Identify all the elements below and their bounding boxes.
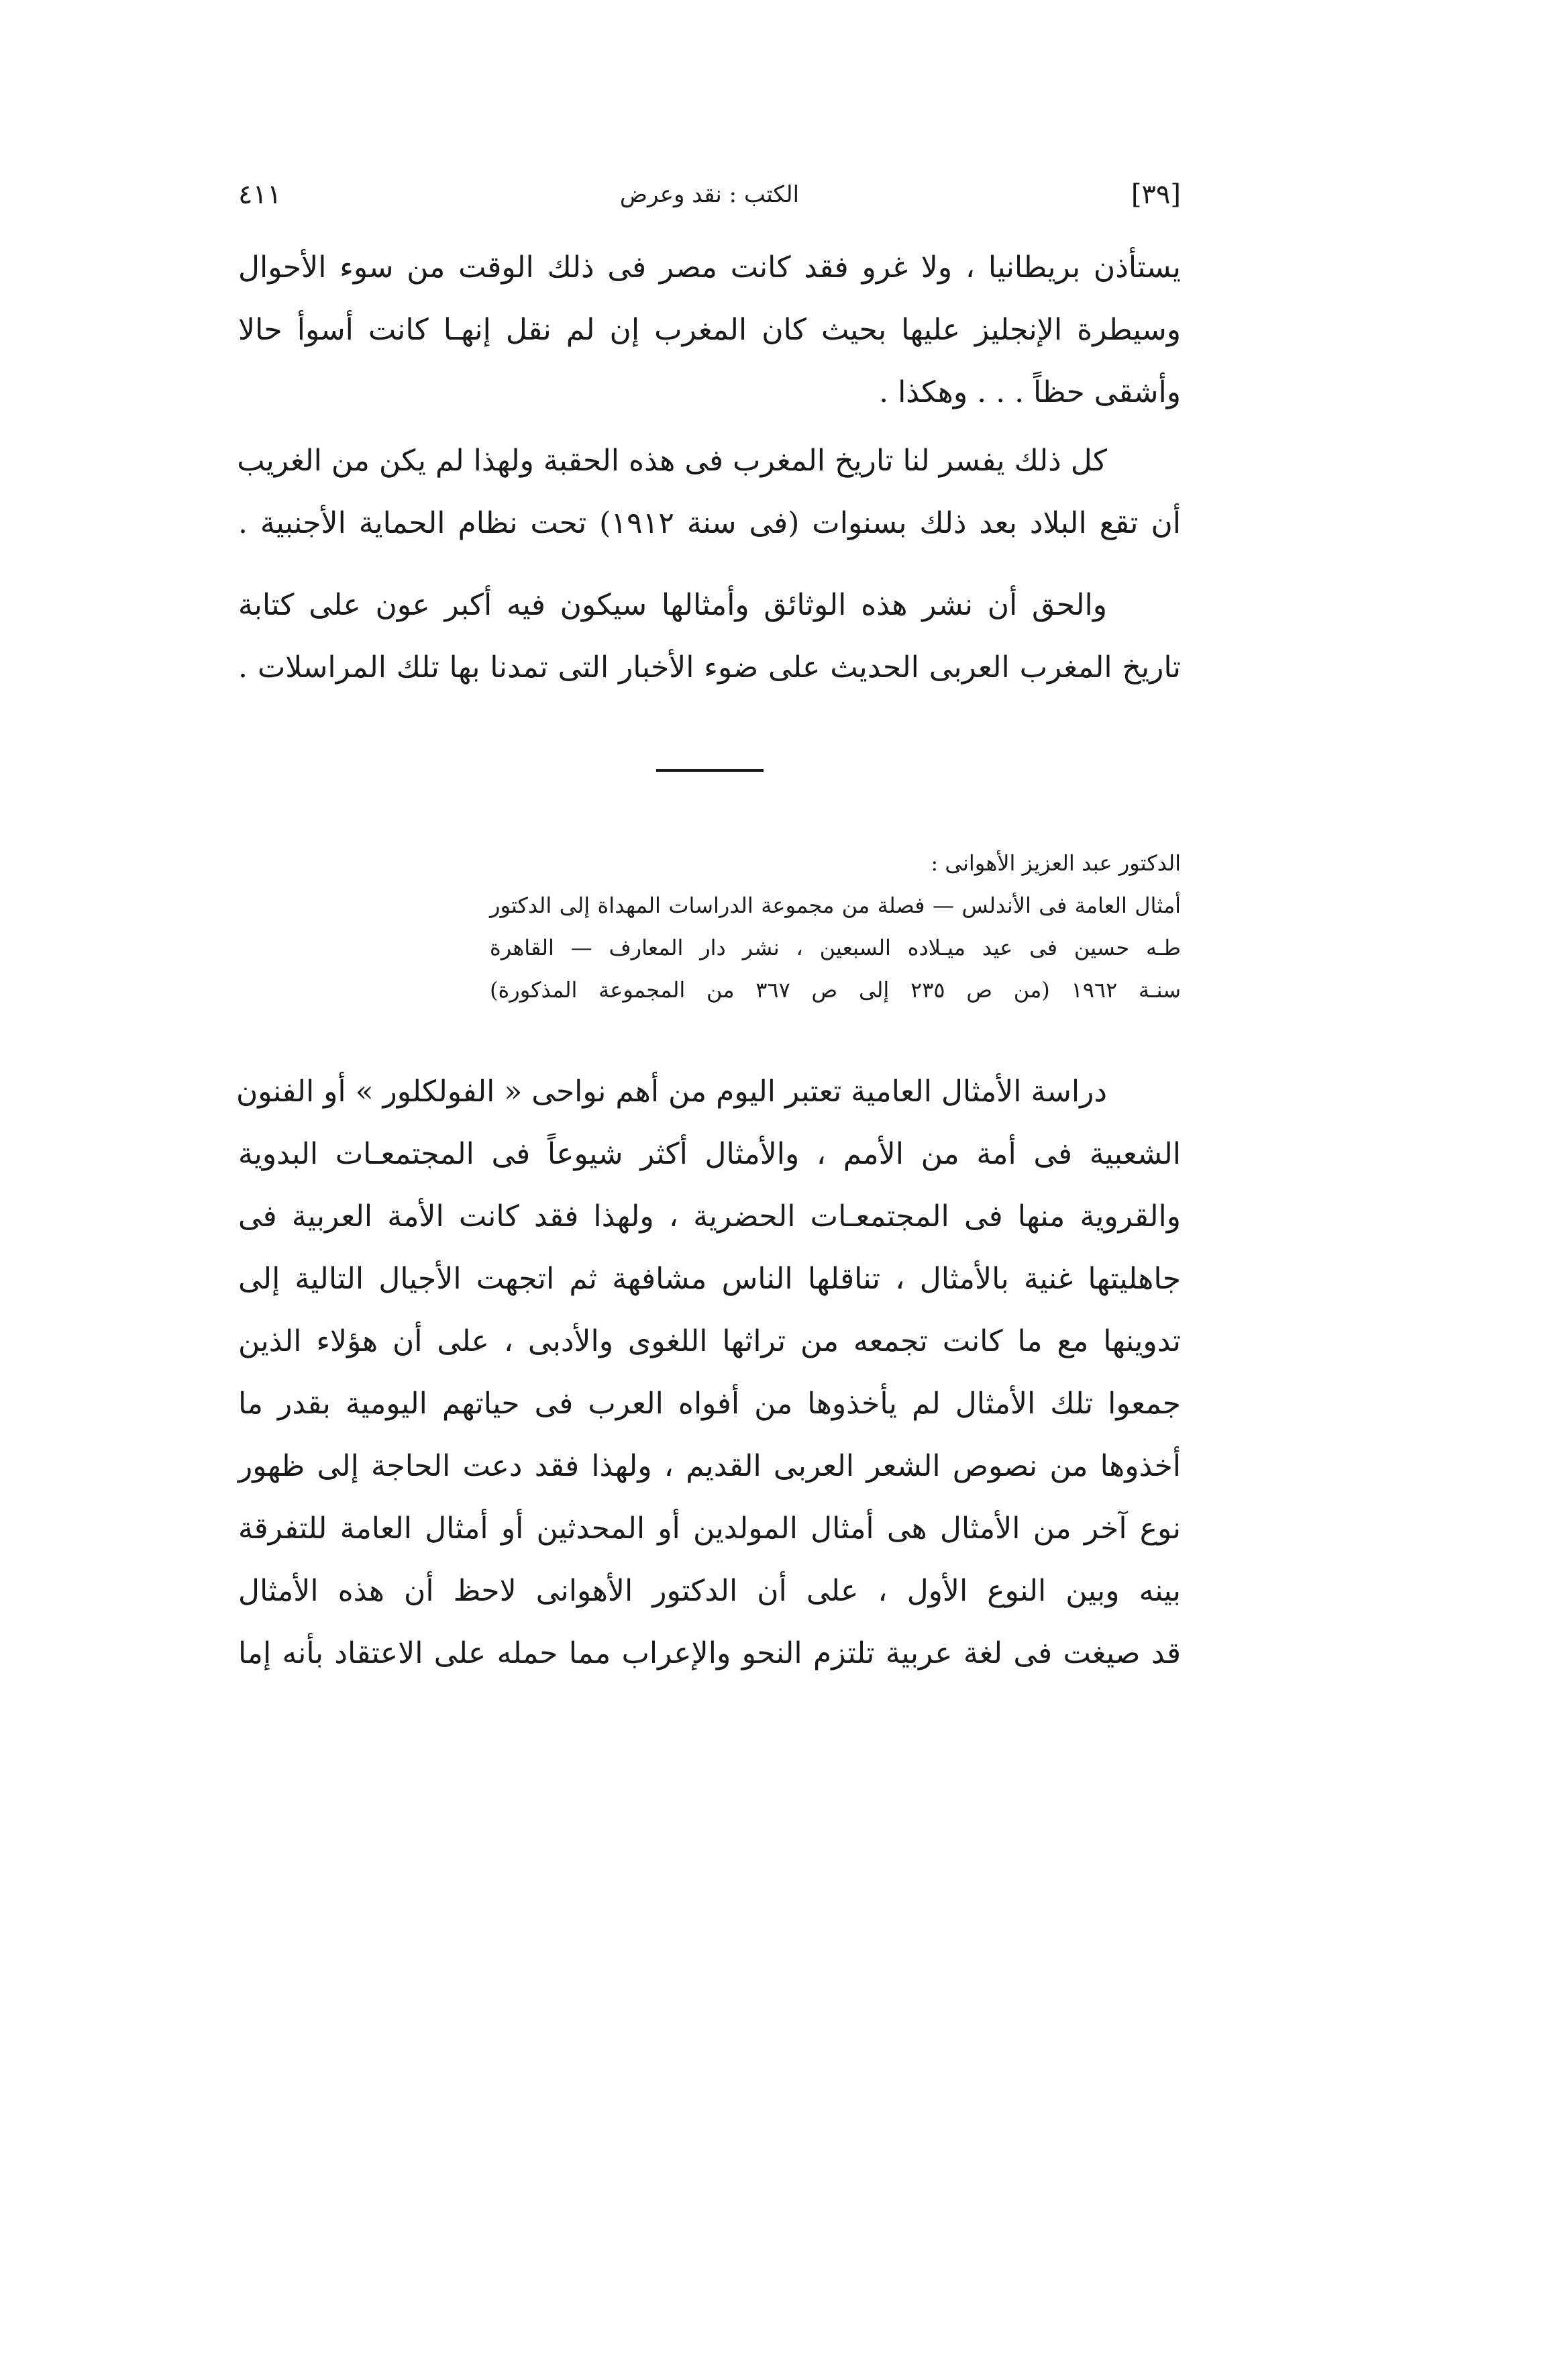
text-line: تاريخ المغرب العربى الحديث على ضوء الأخبار التى تمدنا بها تلك المراسلات . (238, 650, 1181, 685)
text-line: والقروية منها فى المجتمعـات الحضرية ، ولهذا فقد كانت الأمة العربية فى (238, 1199, 1181, 1234)
paragraph-3 (238, 574, 1181, 699)
book-citation (490, 842, 1181, 1011)
running-title: الكتب : نقد وعرض (619, 181, 800, 208)
text-line: يستأذن بريطانيا ، ولا غرو فقد كانت مصر فى ذلك الوقت من سوء الأحوال (238, 250, 1181, 285)
text-line: والحق أن نشر هذه الوثائق وأمثالها سيكون فيه أكبر عون على كتابة (238, 588, 1107, 622)
text-line: أخذوها من نصوص الشعر العربى القديم ، ولهذا فقد دعت الحاجة إلى ظهور (238, 1449, 1181, 1483)
paragraph-4 (238, 1060, 1181, 1685)
paragraph-1 (238, 236, 1181, 423)
text-line: دراسة الأمثال العامية تعتبر اليوم من أهم نواحى « الفولكلور » أو الفنون (236, 1074, 1107, 1109)
citation-line: طـه حسين فى عيد ميـلاده السبعين ، نشر دار المعارف — القاهرة (490, 935, 1182, 960)
text-line: بينه وبين النوع الأول ، على أن الدكتور الأهوانى لاحظ أن هذه الأمثال (238, 1574, 1181, 1608)
section-number: [٣٩] (1131, 179, 1181, 210)
text-line: جمعوا تلك الأمثال لم يأخذوها من أفواه العرب فى حياتهم اليومية بقدر ما (238, 1387, 1181, 1421)
text-line: جاهليتها غنية بالأمثال ، تناقلها الناس مشافهة ثم اتجهت الأجيال التالية إلى (238, 1262, 1181, 1296)
text-line: الشعبية فى أمة من الأمم ، والأمثال أكثر شيوعاً فى المجتمعـات البدوية (238, 1137, 1181, 1171)
text-line: كل ذلك يفسر لنا تاريخ المغرب فى هذه الحقبة ولهذا لم يكن من الغريب (237, 444, 1107, 478)
text-line: وأشقى حظاً . . . وهكذا . (879, 375, 1181, 409)
section-divider (656, 769, 764, 772)
text-line: نوع آخر من الأمثال هى أمثال المولدين أو المحدثين أو أمثال العامة للتفرقة (238, 1511, 1181, 1546)
text-line: وسيطرة الإنجليز عليها بحيث كان المغرب إن لم نقل إنهـا كانت أسوأ حالا (238, 313, 1181, 347)
paragraph-2 (238, 430, 1181, 554)
text-line: قد صيغت فى لغة عربية تلتزم النحو والإعراب مما حمله على الاعتقاد بأنه إما (238, 1636, 1182, 1670)
page-number: ٤١١ (238, 179, 282, 210)
citation-line: أمثال العامة فى الأندلس — فصلة من مجموعة الدراسات المهداة إلى الدكتور (490, 893, 1181, 918)
citation-line: سنـة ١٩٦٢ (من ص ٢٣٥ إلى ص ٣٦٧ من المجموعة المذكورة) (490, 977, 1182, 1003)
text-line: أن تقع البلاد بعد ذلك بسنوات (فى سنة ١٩١٢) تحت نظام الحماية الأجنبية . (238, 506, 1182, 540)
citation-author: الدكتور عبد العزيز الأهوانى : (931, 850, 1181, 876)
page-header (238, 171, 1181, 218)
text-line: تدوينها مع ما كانت تجمعه من تراثها اللغوى والأدبى ، على أن هؤلاء الذين (238, 1324, 1181, 1358)
